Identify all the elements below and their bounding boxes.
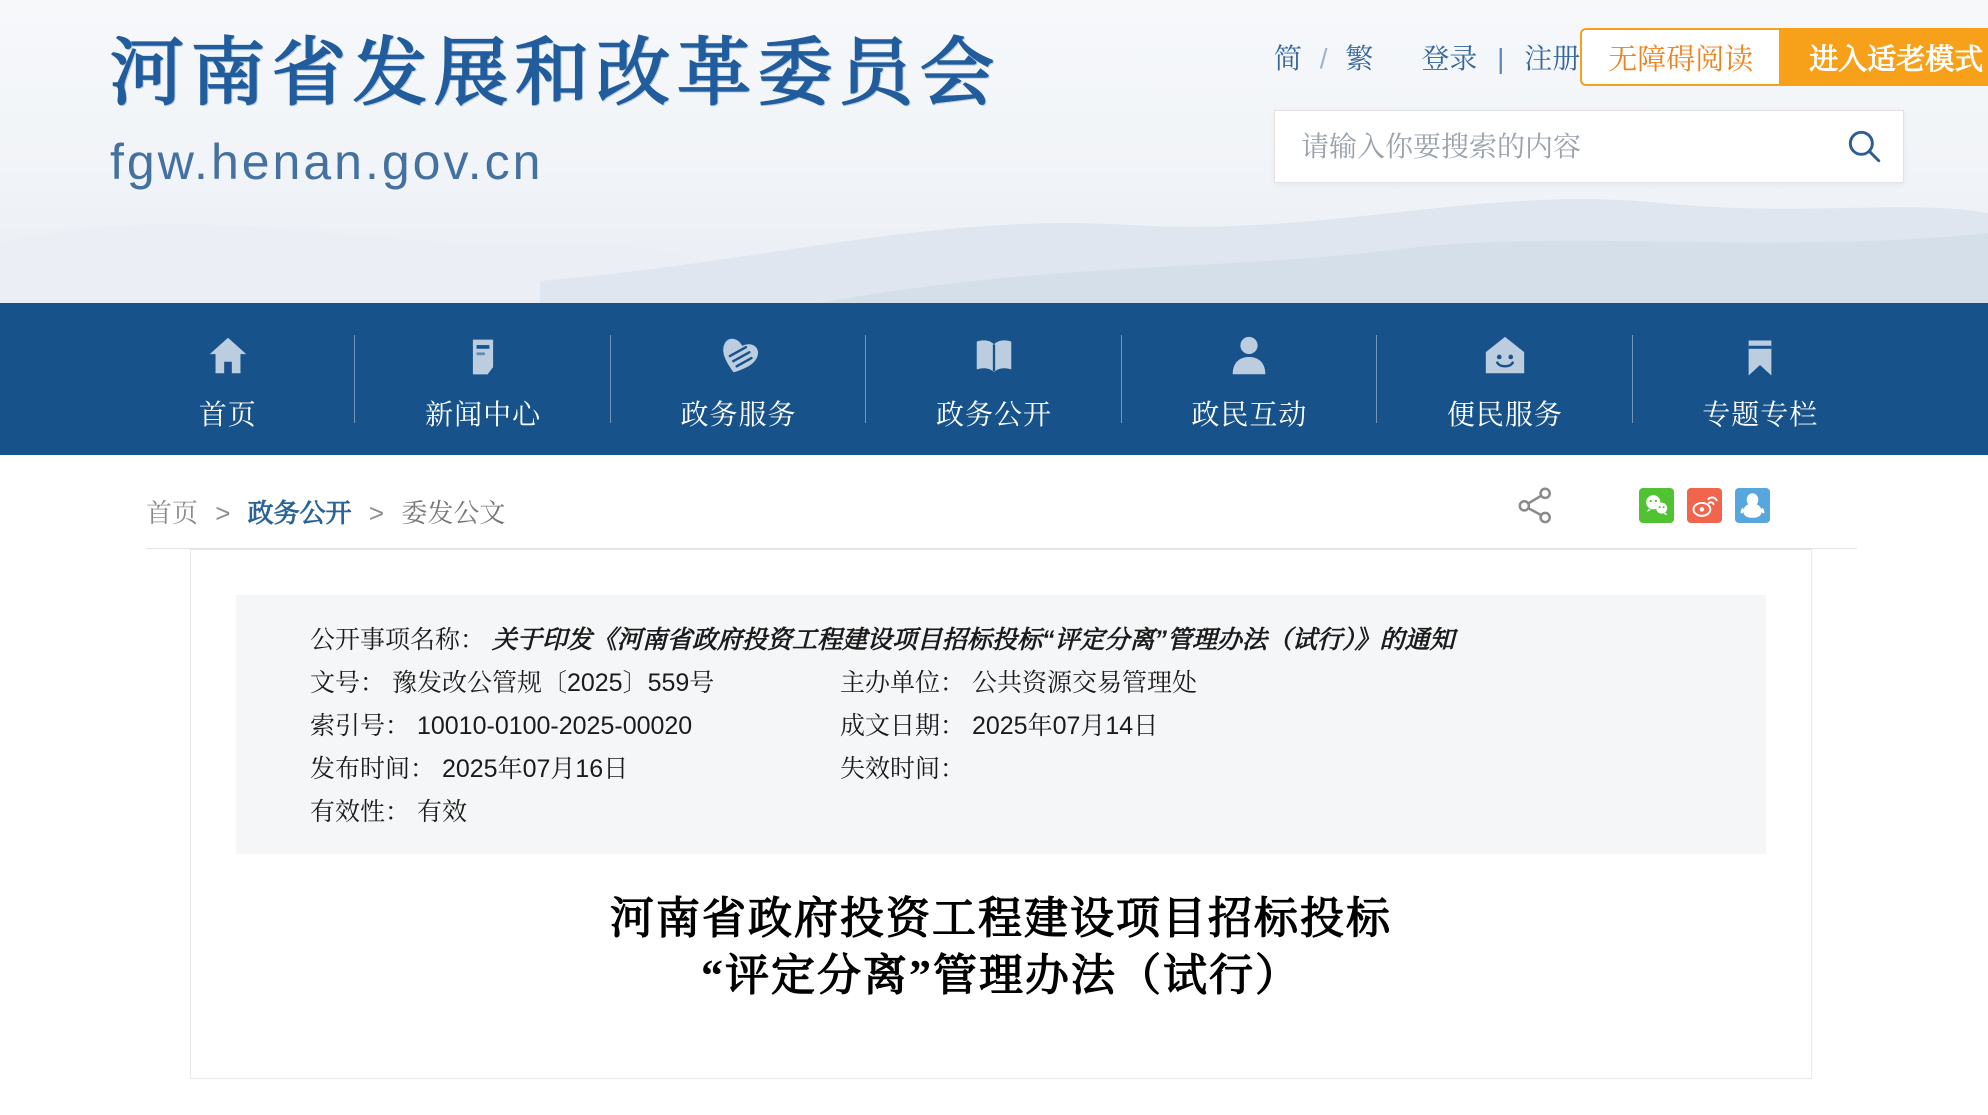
info-label: 失效时间： bbox=[840, 755, 966, 783]
nav-item-disclosure[interactable] bbox=[866, 303, 1121, 455]
search-input[interactable] bbox=[1275, 111, 1903, 182]
open-book-icon bbox=[971, 331, 1017, 379]
info-value: 豫发改公管规〔2025〕559号 bbox=[391, 669, 715, 697]
info-row-spacer bbox=[840, 791, 1766, 834]
news-icon bbox=[461, 331, 505, 379]
qq-icon[interactable] bbox=[1735, 488, 1770, 523]
lang-traditional-link[interactable]: 繁 bbox=[1345, 43, 1374, 74]
auth-separator: | bbox=[1497, 43, 1505, 74]
info-label: 主办单位： bbox=[840, 669, 966, 697]
house-smile-icon bbox=[1482, 331, 1528, 379]
site-title: 河南省发展和改革委员会 bbox=[110, 31, 1001, 114]
info-row-written-date bbox=[840, 705, 1766, 748]
accessibility-reading-button[interactable]: 无障碍阅读 bbox=[1580, 28, 1781, 86]
info-value: 有效 bbox=[416, 798, 467, 826]
lang-separator: / bbox=[1319, 43, 1328, 74]
site-header bbox=[0, 0, 1988, 303]
breadcrumb-home-link[interactable]: 首页 bbox=[146, 498, 199, 528]
nav-item-topics[interactable] bbox=[1633, 303, 1888, 455]
document-title bbox=[191, 890, 1811, 1004]
search-box bbox=[1274, 110, 1904, 183]
nav-inner bbox=[100, 303, 1888, 455]
info-label: 发布时间： bbox=[310, 755, 436, 783]
share-icon[interactable] bbox=[1516, 485, 1556, 525]
info-row-index-number bbox=[236, 705, 840, 748]
person-icon bbox=[1226, 331, 1272, 379]
nav-item-label: 政务服务 bbox=[680, 399, 797, 430]
info-value: 2025年07月14日 bbox=[971, 712, 1159, 740]
language-switch bbox=[1274, 37, 1373, 77]
info-value: 10010-0100-2025-00020 bbox=[416, 712, 693, 740]
search-icon[interactable] bbox=[1841, 124, 1889, 172]
main-navigation bbox=[0, 303, 1988, 455]
nav-item-label: 专题专栏 bbox=[1702, 399, 1819, 430]
info-value: 公共资源交易管理处 bbox=[971, 669, 1197, 697]
header-links-row bbox=[1274, 28, 1984, 86]
nav-item-interaction[interactable] bbox=[1122, 303, 1377, 455]
info-label: 公开事项名称： bbox=[310, 626, 486, 654]
info-row-expiry-time bbox=[840, 748, 1766, 791]
info-row-name bbox=[236, 619, 1766, 662]
site-domain: fgw.henan.gov.cn bbox=[110, 134, 544, 191]
nav-item-label: 便民服务 bbox=[1446, 399, 1563, 430]
info-value: 2025年07月16日 bbox=[441, 755, 629, 783]
wechat-icon[interactable] bbox=[1639, 488, 1674, 523]
breadcrumb-separator: > bbox=[215, 498, 231, 528]
article-card bbox=[190, 549, 1812, 1079]
document-title-line2: “评定分离”管理办法（试行） bbox=[701, 951, 1301, 1000]
weibo-icon[interactable] bbox=[1687, 488, 1722, 523]
service-heart-icon bbox=[716, 331, 762, 379]
nav-item-label: 新闻中心 bbox=[425, 399, 542, 430]
home-icon bbox=[205, 331, 251, 379]
nav-item-label: 政民互动 bbox=[1191, 399, 1308, 430]
site-logo[interactable] bbox=[110, 30, 1001, 191]
header-buttons bbox=[1580, 28, 1988, 86]
nav-item-convenience[interactable] bbox=[1377, 303, 1632, 455]
info-row-publish-time bbox=[236, 748, 840, 791]
info-label: 有效性： bbox=[310, 798, 411, 826]
auth-links bbox=[1421, 37, 1580, 77]
info-label: 文号： bbox=[310, 669, 386, 697]
nav-item-services[interactable] bbox=[611, 303, 866, 455]
document-info-box bbox=[236, 595, 1766, 854]
share-bar bbox=[1516, 485, 1770, 525]
info-label: 成文日期： bbox=[840, 712, 966, 740]
nav-item-label: 首页 bbox=[198, 399, 257, 430]
info-value: 关于印发《河南省政府投资工程建设项目招标投标“评定分离”管理办法（试行）》的通知 bbox=[491, 626, 1455, 654]
nav-item-news[interactable] bbox=[355, 303, 610, 455]
lang-simplified-link[interactable]: 简 bbox=[1274, 43, 1303, 74]
bookmark-icon bbox=[1739, 331, 1781, 379]
info-label: 索引号： bbox=[310, 712, 411, 740]
nav-item-label: 政务公开 bbox=[935, 399, 1052, 430]
login-link[interactable]: 登录 bbox=[1421, 43, 1478, 74]
info-row-doc-number bbox=[236, 662, 840, 705]
info-row-organizer bbox=[840, 662, 1766, 705]
info-row-validity bbox=[236, 791, 840, 834]
breadcrumb bbox=[146, 493, 505, 530]
document-title-line1: 河南省政府投资工程建设项目招标投标 bbox=[610, 894, 1392, 943]
breadcrumb-section-link[interactable]: 政务公开 bbox=[247, 498, 352, 528]
register-link[interactable]: 注册 bbox=[1524, 43, 1581, 74]
breadcrumb-row bbox=[0, 455, 1988, 549]
elder-mode-button[interactable]: 进入适老模式 bbox=[1781, 28, 1988, 86]
header-right bbox=[1274, 28, 1984, 183]
breadcrumb-separator: > bbox=[368, 498, 385, 528]
breadcrumb-current: 委发公文 bbox=[401, 498, 506, 528]
nav-item-home[interactable] bbox=[100, 303, 355, 455]
